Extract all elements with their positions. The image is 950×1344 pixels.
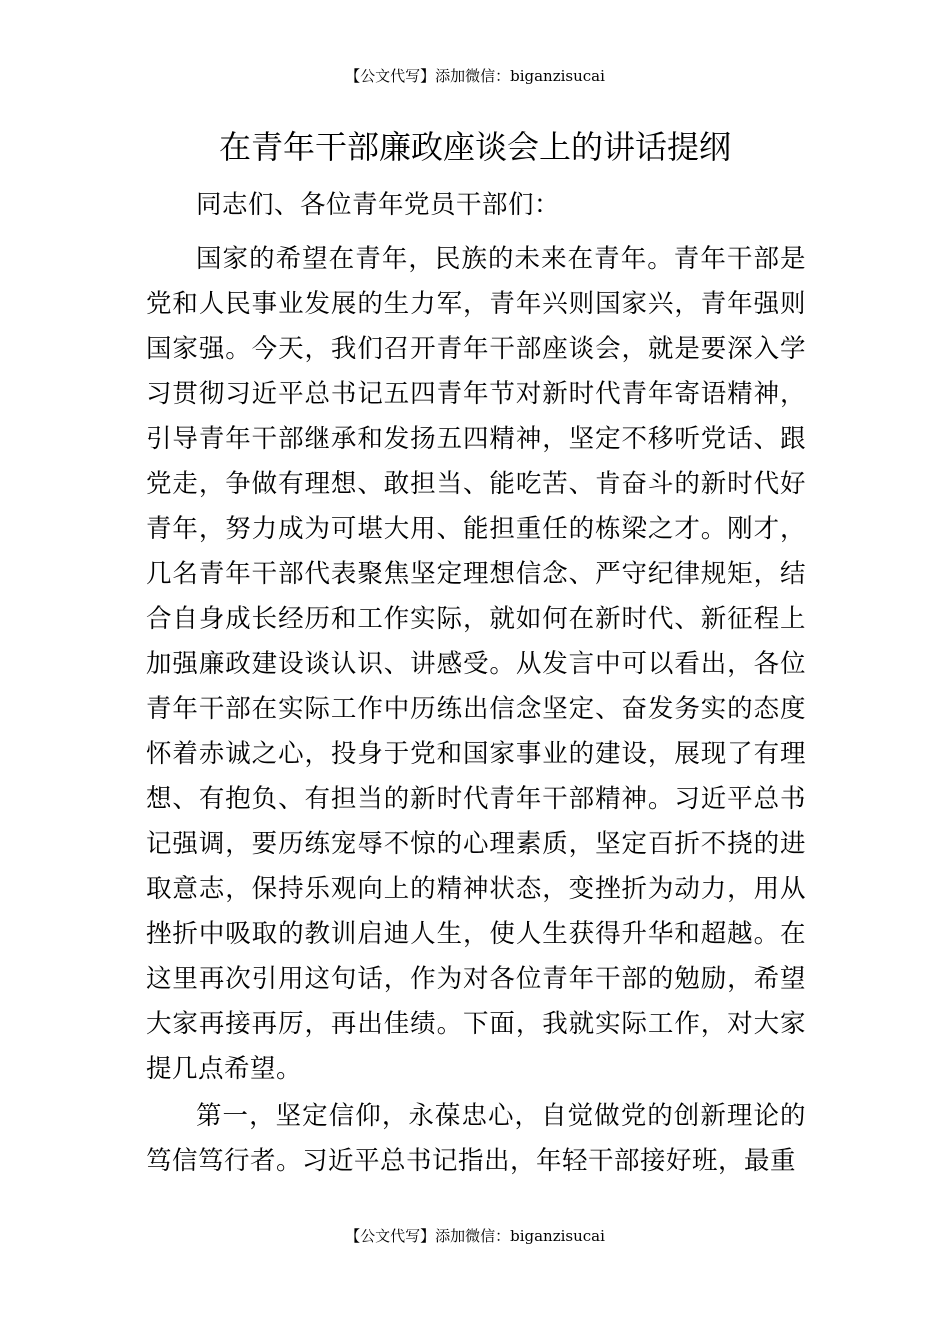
salutation: 同志们、各位青年党员干部们：: [196, 190, 561, 220]
header-watermark-note: 【公文代写】添加微信：biganzisucai: [345, 67, 605, 85]
body-paragraph: 国家的希望在青年，民族的未来在青年。青年干部是党和人民事业发展的生力军，青年兴则国家兴，青年强则国家强。今天，我们召开青年干部座谈会，就是要深入学习贯彻习近平总书记五四青年节对新时代青年寄语精神，引导青年干部继承和发扬五四精神，坚定不移听党话、跟党走，争做有理想、敢担当、能吃苦、肯奋斗的新时代好青年，努力成为可堪大用、能担重任的栋梁之才。刚才，几名青年干部代表聚焦坚定理想信念、严守纪律规矩，结合自身成长经历和工作实际，就如何在新时代、新征程上加强廉政建设谈认识、讲感受。从发言中可以看出，各位青年干部在实际工作中历练出信念坚定、奋发务实的态度怀着赤诚之心，投身于党和国家事业的建设，展现了有理想、有抱负、有担当的新时代青年干部精神。习近平总书记强调，要历练宠辱不惊的心理素质，坚定百折不挠的进取意志，保持乐观向上的精神状态，变挫折为动力，用从挫折中吸取的教训启迪人生，使人生获得升华和超越。在这里再次引用这句话，作为对各位青年干部的勉励，希望大家再接再厉，再出佳绩。下面，我就实际工作，对大家提几点希望。: [146, 244, 806, 1084]
document-title: 在青年干部廉政座谈会上的讲话提纲: [218, 128, 731, 166]
footer-watermark-note: 【公文代写】添加微信：biganzisucai: [345, 1227, 605, 1245]
body-paragraph: 第一，坚定信仰，永葆忠心，自觉做党的创新理论的笃信笃行者。习近平总书记指出，年轻干部接好班，最重: [146, 1101, 806, 1176]
